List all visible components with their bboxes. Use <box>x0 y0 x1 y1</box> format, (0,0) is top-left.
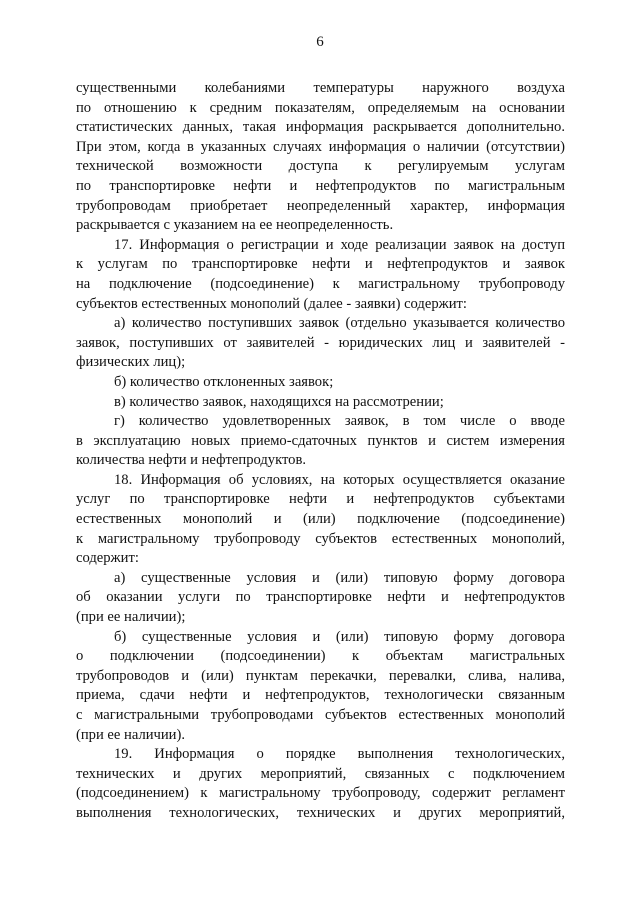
text-line: выполнения технологических, технических и других мероприятий, <box>76 804 565 821</box>
text-line: При этом, когда в указанных случаях информация о наличии (отсутствии) <box>76 138 565 155</box>
text-line: в) количество заявок, находящихся на рассмотрении; <box>114 393 444 410</box>
text-line: технической возможности доступа к регулируемым услугам <box>76 158 565 175</box>
text-line: содержит: <box>76 550 139 567</box>
text-line: трубопроводам приобретает неопределенный характер, информация <box>76 197 565 214</box>
text-line: субъектов естественных монополий (далее - заявки) содержит: <box>76 295 467 312</box>
body-text <box>76 79 565 824</box>
text-line: 19. Информация о порядке выполнения технологических, <box>114 746 565 763</box>
text-line: о подключении (подсоединении) к объектам магистральных <box>76 648 565 665</box>
text-line: количества нефти и нефтепродуктов. <box>76 452 307 469</box>
text-line: технических и других мероприятий, связанных с подключением <box>76 765 565 782</box>
text-line: 18. Информация об условиях, на которых осуществляется оказание <box>114 471 565 488</box>
text-line: (при ее наличии). <box>76 726 186 743</box>
text-line: существенными колебаниями температуры наружного воздуха <box>76 80 565 96</box>
text-line: 17. Информация о регистрации и ходе реализации заявок на доступ <box>114 236 565 253</box>
text-line: естественных монополий и (или) подключение (подсоединение) <box>76 511 565 528</box>
text-line: с магистральными трубопроводами субъектов естественных монополий <box>76 707 565 723</box>
text-line: г) количество удовлетворенных заявок, в том числе о вводе <box>114 413 565 430</box>
text-line: трубопроводов и (или) пунктам перекачки, перевалки, слива, налива, <box>76 667 565 684</box>
text-line: в эксплуатацию новых приемо-сдаточных пунктов и систем измерения <box>76 432 565 449</box>
text-line: приема, сдачи нефти и нефтепродуктов, технологически связанным <box>76 687 565 704</box>
text-line: (при ее наличии); <box>76 609 186 626</box>
text-line: к услугам по транспортировке нефти и нефтепродуктов и заявок <box>76 256 565 273</box>
text-line: а) существенные условия и (или) типовую форму договора <box>114 569 565 586</box>
page-number: 6 <box>316 34 324 50</box>
text-line: к магистральному трубопроводу субъектов естественных монополий, <box>76 530 565 547</box>
text-line: по отношению к средним показателям, определяемым на основании <box>76 99 565 116</box>
text-line: заявок, поступивших от заявителей - юридических лиц и заявителей - <box>76 334 565 351</box>
text-line: б) существенные условия и (или) типовую форму договора <box>114 628 565 645</box>
text-line: б) количество отклоненных заявок; <box>114 373 334 390</box>
text-line: физических лиц); <box>76 354 186 371</box>
text-line: статистических данных, такая информация раскрывается дополнительно. <box>76 119 565 136</box>
text-line: а) количество поступивших заявок (отдельно указывается количество <box>114 315 565 332</box>
text-line: на подключение (подсоединение) к магистральному трубопроводу <box>76 275 565 292</box>
text-line: об оказании услуги по транспортировке нефти и нефтепродуктов <box>76 589 565 606</box>
text-line: по транспортировке нефти и нефтепродуктов по магистральным <box>76 177 565 194</box>
text-line: услуг по транспортировке нефти и нефтепродуктов субъектами <box>76 491 565 508</box>
text-line: раскрывается с указанием на ее неопределенность. <box>76 217 394 234</box>
text-line: (подсоединением) к магистральному трубопроводу, содержит регламент <box>76 785 565 802</box>
